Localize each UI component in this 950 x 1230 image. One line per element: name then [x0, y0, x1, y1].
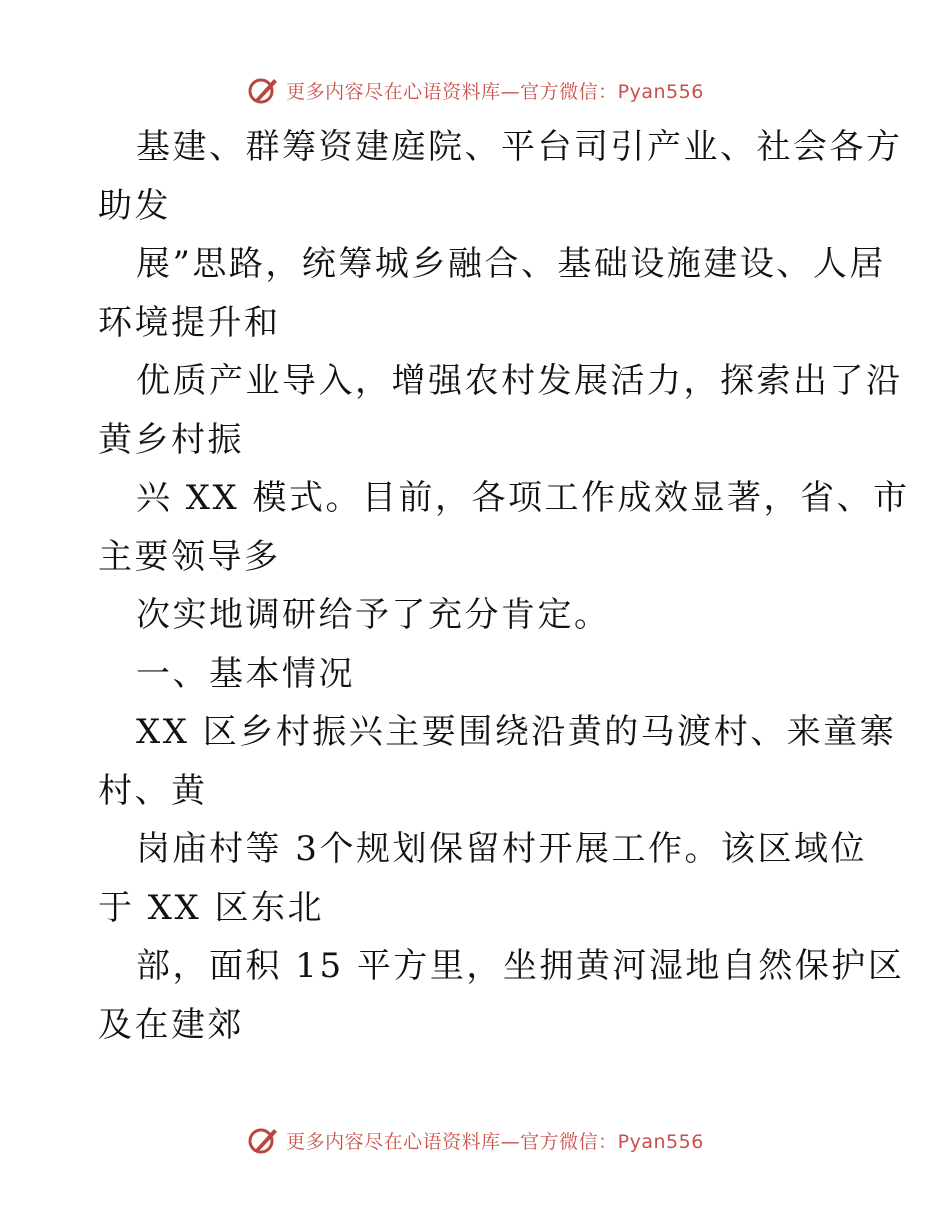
document-body — [98, 118, 910, 1054]
body-line: 黄乡村振 — [98, 419, 244, 460]
body-line: 于 XX 区东北 — [98, 887, 325, 928]
body-line: 兴 XX 模式。目前，各项工作成效显著，省、市 — [136, 478, 910, 518]
footer-banner-text: 更多内容尽在心语资料库—官方微信：Pyan556 — [286, 1130, 704, 1153]
header-banner — [0, 70, 950, 110]
body-line: XX 区乡村振兴主要围绕沿黄的马渡村、来童寨 — [136, 712, 897, 752]
body-line: 主要领导多 — [98, 536, 281, 577]
body-line: 展”思路，统筹城乡融合、基础设施建设、人居 — [136, 244, 886, 284]
body-line: 及在建郊 — [98, 1004, 244, 1045]
body-line: 基建、群筹资建庭院、平台司引产业、社会各方 — [136, 127, 903, 167]
header-banner-text: 更多内容尽在心语资料库—官方微信：Pyan556 — [286, 80, 704, 103]
body-line: 村、黄 — [98, 770, 208, 811]
body-line: 部，面积 15 平方里，坐拥黄河湿地自然保护区 — [136, 946, 905, 986]
footer-banner — [0, 1120, 950, 1160]
body-line: 岗庙村等 3个规划保留村开展工作。该区域位 — [136, 829, 867, 869]
body-line: 优质产业导入，增强农村发展活力，探索出了沿 — [136, 361, 903, 401]
body-line: 次实地调研给予了充分肯定。 — [136, 595, 611, 635]
quill-pen-logo-icon — [246, 1123, 280, 1157]
quill-pen-logo-icon — [246, 73, 280, 107]
body-line: 环境提升和 — [98, 302, 281, 343]
body-line: 助发 — [98, 185, 171, 226]
section-heading: 一、基本情况 — [136, 653, 355, 694]
